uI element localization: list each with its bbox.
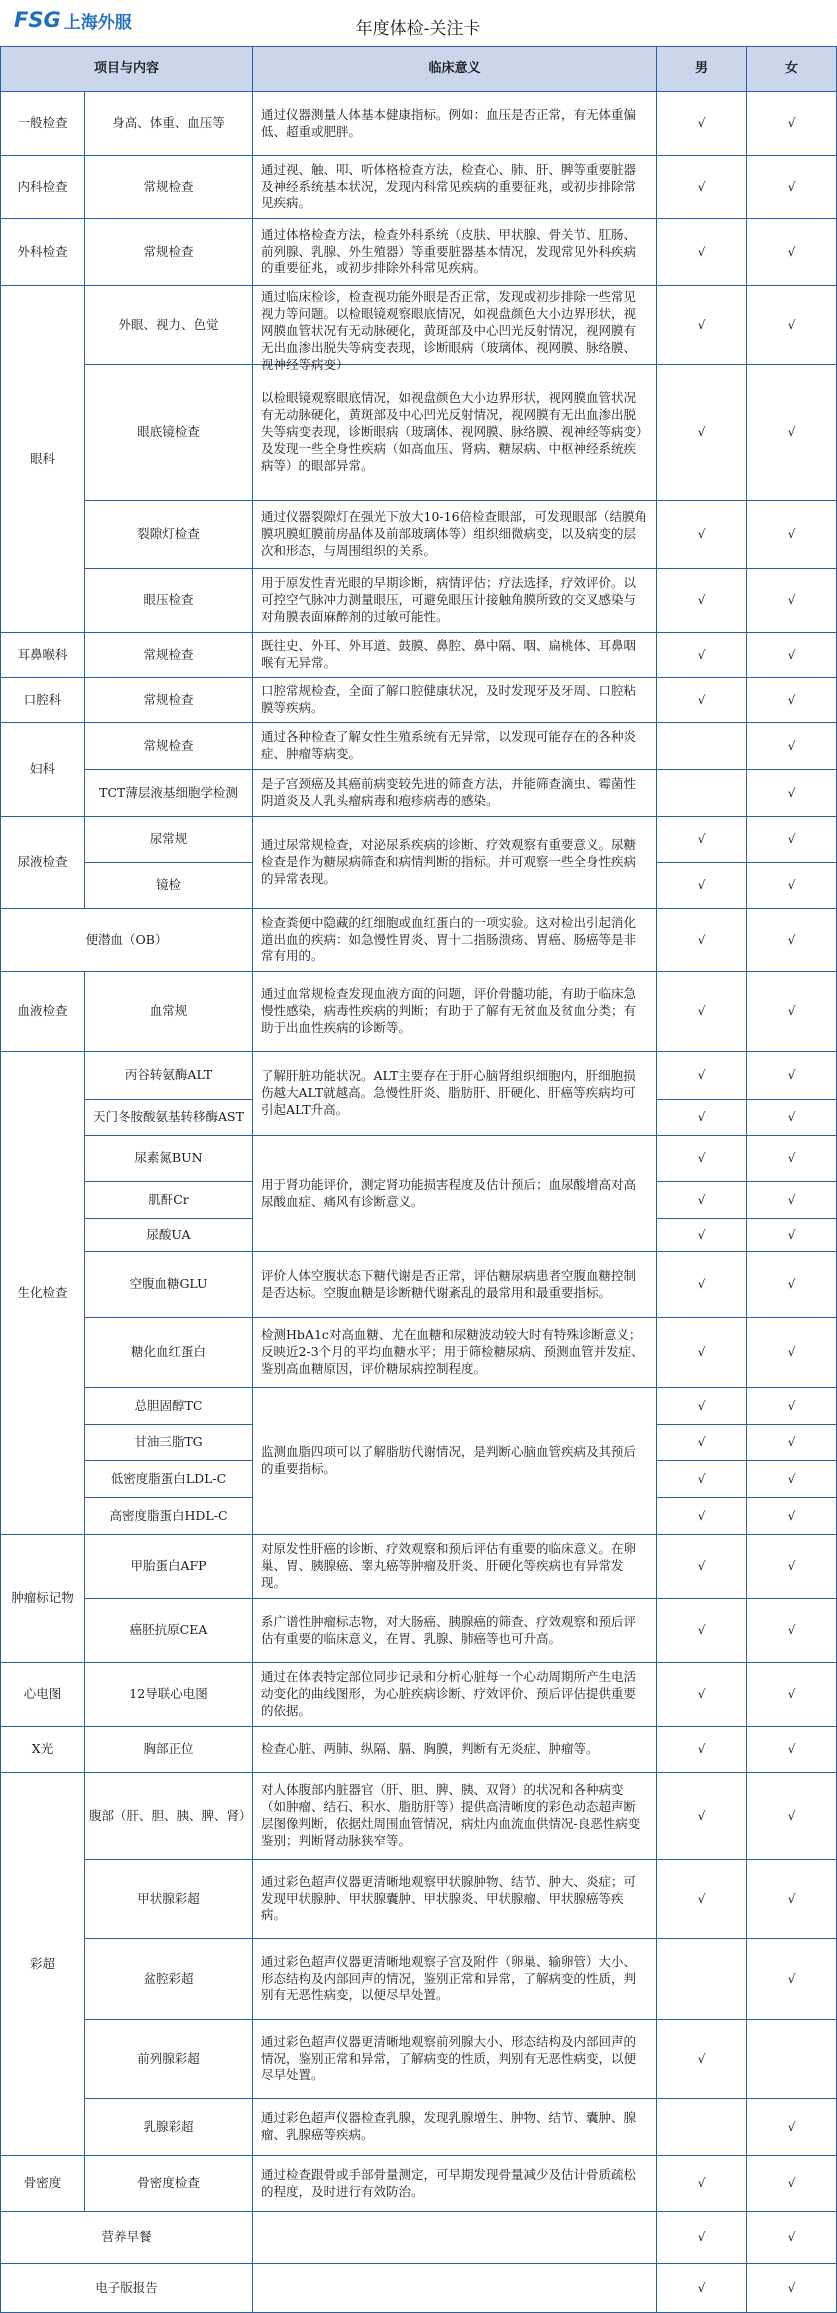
male-check: √ [657, 678, 747, 723]
item-cell: 常规检查 [85, 723, 253, 770]
male-check: √ [657, 1252, 747, 1318]
male-check: √ [657, 2156, 747, 2212]
meaning-cell: 通过各种检查了解女性生殖系统有无异常，以发现可能存在的各种炎症、肿瘤等病变。 [253, 723, 657, 770]
female-check: √ [747, 1773, 837, 1860]
female-check: √ [747, 1182, 837, 1219]
category-cell: 彩超 [1, 1773, 85, 2156]
item-cell: 肌酐Cr [85, 1182, 253, 1219]
table-row [1, 770, 837, 817]
item-cell: 癌胚抗原CEA [85, 1599, 253, 1663]
female-check: √ [747, 1425, 837, 1461]
category-cell: 眼科 [1, 286, 85, 633]
male-check: √ [657, 1182, 747, 1219]
item-cell: 骨密度检查 [85, 2156, 253, 2212]
meaning-cell: 既往史、外耳、外耳道、鼓膜、鼻腔、鼻中隔、咽、扁桃体、耳鼻咽喉有无异常。 [253, 633, 657, 678]
meaning-cell: 对人体腹部内脏器官（肝、胆、脾、胰、双肾）的状况和各种病变（如肿瘤、结石、积水、脂肪肝等）提供高清晰度的彩色动态超声断层图像判断，依据灶周围血管情况，病灶内血流血供情况-良恶性病变鉴别；判断肾动脉狭窄等。 [253, 1773, 657, 1860]
table-row [1, 365, 837, 501]
female-check: √ [747, 1860, 837, 1939]
meaning-cell: 通过检查跟骨或手部骨量测定，可早期发现骨量减少及估计骨质疏松的程度，及时进行有效防治。 [253, 2156, 657, 2212]
female-check: √ [747, 219, 837, 286]
table-row [1, 219, 837, 286]
table-row [1, 1318, 837, 1388]
item-cell: 便潜血（OB） [1, 909, 253, 972]
item-cell: 营养早餐 [1, 2212, 253, 2264]
male-check: √ [657, 1052, 747, 1100]
item-cell: 甲胎蛋白AFP [85, 1535, 253, 1599]
item-cell: 甘油三脂TG [85, 1425, 253, 1461]
male-check: √ [657, 1388, 747, 1425]
female-check: √ [747, 92, 837, 156]
table-row [1, 1136, 837, 1182]
table-row [1, 92, 837, 156]
female-check: √ [747, 863, 837, 909]
female-check: √ [747, 972, 837, 1052]
table-header-row [1, 47, 837, 92]
female-check: √ [747, 1052, 837, 1100]
female-check: √ [747, 909, 837, 972]
table-row [1, 1599, 837, 1663]
male-check: √ [657, 1663, 747, 1727]
male-check: √ [657, 972, 747, 1052]
female-check: √ [747, 723, 837, 770]
category-cell: 耳鼻喉科 [1, 633, 85, 678]
category-cell: 一般检查 [1, 92, 85, 156]
female-check: √ [747, 1100, 837, 1136]
logo-latin: FSG [14, 8, 61, 32]
table-row [1, 633, 837, 678]
meaning-cell: 通过尿常规检查，对泌尿系疾病的诊断、疗效观察有重要意义。尿糖检查是作为糖尿病筛查和病情判断的指标。并可观察一些全身性疾病的异常表现。 [253, 817, 657, 909]
col-header-item: 项目与内容 [1, 47, 253, 92]
male-check: √ [657, 1860, 747, 1939]
male-check: √ [657, 501, 747, 569]
item-cell: 常规检查 [85, 156, 253, 219]
category-cell: 血液检查 [1, 972, 85, 1052]
item-cell: 甲状腺彩超 [85, 1860, 253, 1939]
male-check: √ [657, 909, 747, 972]
item-cell: 丙谷转氨酶ALT [85, 1052, 253, 1100]
item-cell: 外眼、视力、色觉 [85, 286, 253, 365]
male-check: √ [657, 1535, 747, 1599]
meaning-cell: 通过体格检查方法，检查外科系统（皮肤、甲状腺、骨关节、肛肠、前列腺、乳腺、外生殖器）等重要脏器基本情况，发现常见外科疾病的重要征兆，或初步排除外科常见疾病。 [253, 219, 657, 286]
item-cell: 眼底镜检查 [85, 365, 253, 501]
female-check: √ [747, 1219, 837, 1252]
female-check: √ [747, 678, 837, 723]
male-check: √ [657, 569, 747, 633]
male-check: √ [657, 2264, 747, 2313]
category-cell: X光 [1, 1727, 85, 1773]
female-check: √ [747, 1498, 837, 1535]
male-check: √ [657, 1425, 747, 1461]
item-cell: 空腹血糖GLU [85, 1252, 253, 1318]
table-row [1, 2264, 837, 2313]
category-cell: 外科检查 [1, 219, 85, 286]
male-check: √ [657, 1461, 747, 1498]
male-check: √ [657, 2212, 747, 2264]
meaning-cell: 系广谱性肿瘤标志物，对大肠癌、胰腺癌的筛查、疗效观察和预后评估有重要的临床意义，在胃、乳腺、肺癌等也可升高。 [253, 1599, 657, 1663]
meaning-cell: 检查心脏、两肺、纵隔、膈、胸膜，判断有无炎症、肿瘤等。 [253, 1727, 657, 1773]
meaning-cell: 通过血常规检查发现血液方面的问题，评价骨髓功能，有助于临床急慢性感染，病毒性疾病的判断；有助于了解有无贫血及贫血分类；有助于出血性疾病的诊断等。 [253, 972, 657, 1052]
table-row [1, 1860, 837, 1939]
item-cell: 乳腺彩超 [85, 2099, 253, 2156]
meaning-cell: 通过彩色超声仪器更清晰地观察前列腺大小、形态结构及内部回声的情况，鉴别正常和异常，了解病变的性质，判别有无恶性病变，以便尽早处置。 [253, 2020, 657, 2099]
female-check: √ [747, 770, 837, 817]
item-cell: 盆腔彩超 [85, 1939, 253, 2020]
male-check: √ [657, 1727, 747, 1773]
female-check: √ [747, 633, 837, 678]
female-check: √ [747, 1461, 837, 1498]
male-check: √ [657, 633, 747, 678]
item-cell: 糖化血红蛋白 [85, 1318, 253, 1388]
meaning-cell: 通过彩色超声仪器检查乳腺，发现乳腺增生、肿物、结节、囊肿、腺瘤、乳腺癌等疾病。 [253, 2099, 657, 2156]
item-cell: 电子版报告 [1, 2264, 253, 2313]
logo-cn: 上海外服 [63, 12, 132, 33]
female-check: √ [747, 1727, 837, 1773]
category-cell: 肿瘤标记物 [1, 1535, 85, 1663]
category-cell: 口腔科 [1, 678, 85, 723]
male-check [657, 723, 747, 770]
female-check: √ [747, 156, 837, 219]
male-check: √ [657, 817, 747, 863]
female-check: √ [747, 2264, 837, 2313]
col-header-female: 女 [747, 47, 837, 92]
meaning-cell: 通过在体表特定部位同步记录和分析心脏每一个心动周期所产生电活动变化的曲线图形，为心脏疾病诊断、疗效评价、预后评估提供重要的依据。 [253, 1663, 657, 1727]
female-check: √ [747, 1388, 837, 1425]
item-cell: 常规检查 [85, 219, 253, 286]
meaning-cell [253, 2212, 657, 2264]
table-row [1, 817, 837, 863]
meaning-cell: 以检眼镜观察眼底情况，如视盘颜色大小边界形状，视网膜血管状况有无动脉硬化，黄斑部及中心凹光反射情况，视网膜有无出血渗出脱失等病变表现，诊断眼病（玻璃体、视网膜、脉络膜、视神经等病变）及发现一些全身性疾病（如高血压、肾病、糖尿病、中枢神经系统疾病等）的眼部异常。 [253, 365, 657, 501]
meaning-text: 通过临床检诊，检查视功能外眼是否正常，发现或初步排除一些常见视力等问题。以检眼镜观察眼底情况，如视盘颜色大小边界形状，视网膜血管状况有无动脉硬化，黄斑部及中心凹光反射情况，视网膜有无出血渗出脱失等病变表现，诊断眼病（玻璃体、视网膜、脉络膜、视神经等病变） [261, 289, 637, 372]
meaning-cell [253, 286, 657, 372]
item-cell: 眼压检查 [85, 569, 253, 633]
female-check: √ [747, 1535, 837, 1599]
male-check: √ [657, 863, 747, 909]
meaning-cell: 口腔常规检查，全面了解口腔健康状况，及时发现牙及牙周、口腔粘膜等疾病。 [253, 678, 657, 723]
male-check: √ [657, 1773, 747, 1860]
male-check: √ [657, 92, 747, 156]
female-check: √ [747, 1252, 837, 1318]
category-cell: 内科检查 [1, 156, 85, 219]
table-row [1, 1388, 837, 1425]
male-check: √ [657, 219, 747, 286]
item-cell: 12导联心电图 [85, 1663, 253, 1727]
female-check: √ [747, 2099, 837, 2156]
category-cell: 心电图 [1, 1663, 85, 1727]
female-check: √ [747, 2156, 837, 2212]
item-cell: 低密度脂蛋白LDL-C [85, 1461, 253, 1498]
table-row [1, 569, 837, 633]
female-check: √ [747, 1939, 837, 2020]
male-check: √ [657, 1100, 747, 1136]
meaning-cell [253, 2264, 657, 2313]
male-check: √ [657, 156, 747, 219]
table-row [1, 1773, 837, 1860]
meaning-cell: 通过彩色超声仪器更清晰地观察甲状腺肿物、结节、肿大、炎症；可发现甲状腺肿、甲状腺囊肿、甲状腺炎、甲状腺瘤、甲状腺癌等疾病。 [253, 1860, 657, 1939]
meaning-cell: 了解肝脏功能状况。ALT主要存在于肝心脑肾组织细胞内，肝细胞损伤越大ALT就越高。急慢性肝炎、脂肪肝、肝硬化、肝癌等疾病均可引起ALT升高。 [253, 1052, 657, 1136]
female-check: √ [747, 2212, 837, 2264]
item-cell: 腹部（肝、胆、胰、脾、肾） [85, 1773, 253, 1860]
table-row [1, 678, 837, 723]
male-check [657, 1939, 747, 2020]
item-cell: 前列腺彩超 [85, 2020, 253, 2099]
male-check: √ [657, 1219, 747, 1252]
item-cell: TCT薄层液基细胞学检测 [85, 770, 253, 817]
document-title: 年度体检-关注卡 [355, 19, 481, 39]
meaning-cell: 通过彩色超声仪器更清晰地观察子宫及附件（卵巢、输卵管）大小、形态结构及内部回声的情况，鉴别正常和异常，了解病变的性质，判别有无恶性病变，以便尽早处置。 [253, 1939, 657, 2020]
item-cell: 高密度脂蛋白HDL-C [85, 1498, 253, 1535]
table-row [1, 1939, 837, 2020]
male-check: √ [657, 1498, 747, 1535]
table-row [1, 1252, 837, 1318]
table-row [1, 723, 837, 770]
female-check: √ [747, 1136, 837, 1182]
item-cell: 身高、体重、血压等 [85, 92, 253, 156]
table-row [1, 2212, 837, 2264]
female-check: √ [747, 569, 837, 633]
table-row [1, 156, 837, 219]
item-cell: 尿素氮BUN [85, 1136, 253, 1182]
male-check: √ [657, 1136, 747, 1182]
table-row [1, 2020, 837, 2099]
col-header-male: 男 [657, 47, 747, 92]
male-check [657, 770, 747, 817]
table-row [1, 286, 837, 365]
table-row [1, 972, 837, 1052]
category-cell: 骨密度 [1, 2156, 85, 2212]
table-row [1, 1052, 837, 1100]
meaning-cell: 通过视、触、叩、听体格检查方法，检查心、肺、肝、脾等重要脏器及神经系统基本状况，发现内科常见疾病的重要征兆，或初步排除常见疾病。 [253, 156, 657, 219]
meaning-cell: 评价人体空腹状态下糖代谢是否正常，评估糖尿病患者空腹血糖控制是否达标。空腹血糖是诊断糖代谢紊乱的最常用和最重要指标。 [253, 1252, 657, 1318]
item-cell: 尿酸UA [85, 1219, 253, 1252]
item-cell: 血常规 [85, 972, 253, 1052]
female-check: √ [747, 286, 837, 365]
meaning-cell: 检测HbA1c对高血糖、尤在血糖和尿糖波动较大时有特殊诊断意义；反映近2-3个月的平均血糖水平；用于筛检糖尿病、预测血管并发症、鉴别高血糖原因，评价糖尿病控制程度。 [253, 1318, 657, 1388]
male-check [657, 2099, 747, 2156]
item-cell: 天门冬胺酸氨基转移酶AST [85, 1100, 253, 1136]
male-check: √ [657, 365, 747, 501]
item-cell: 总胆固醇TC [85, 1388, 253, 1425]
item-cell: 镜检 [85, 863, 253, 909]
item-cell: 常规检查 [85, 633, 253, 678]
table-row [1, 1727, 837, 1773]
table-row [1, 909, 837, 972]
item-cell: 尿常规 [85, 817, 253, 863]
female-check: √ [747, 365, 837, 501]
meaning-cell: 通过仪器裂隙灯在强光下放大10-16倍检查眼部，可发现眼部（结膜角膜巩膜虹膜前房晶体及前部玻璃体等）组织细微病变，以及病变的层次和形态，与周围组织的关系。 [253, 501, 657, 569]
meaning-cell: 用于肾功能评价，测定肾功能损害程度及估计预后；血尿酸增高对高尿酸血症、痛风有诊断意义。 [253, 1136, 657, 1252]
female-check: √ [747, 1663, 837, 1727]
table-row [1, 1663, 837, 1727]
female-check: √ [747, 501, 837, 569]
col-header-meaning: 临床意义 [253, 47, 657, 92]
female-check: √ [747, 1599, 837, 1663]
male-check: √ [657, 1599, 747, 1663]
table-row [1, 1535, 837, 1599]
meaning-cell: 监测血脂四项可以了解脂肪代谢情况，是判断心脑血管疾病及其预后的重要指标。 [253, 1388, 657, 1535]
meaning-cell: 用于原发性青光眼的早期诊断，病情评估；疗法选择，疗效评价。以可控空气脉冲力测量眼压，可避免眼压计接触角膜所致的交叉感染与对角膜表面麻醉剂的过敏可能性。 [253, 569, 657, 633]
female-check [747, 2020, 837, 2099]
item-cell: 常规检查 [85, 678, 253, 723]
female-check: √ [747, 1318, 837, 1388]
category-cell: 生化检查 [1, 1052, 85, 1535]
item-cell: 裂隙灯检查 [85, 501, 253, 569]
meaning-cell: 对原发性肝癌的诊断、疗效观察和预后评估有重要的临床意义。在卵巢、胃、胰腺癌、睾丸癌等肿瘤及肝炎、肝硬化等疾病也有异常发现。 [253, 1535, 657, 1599]
category-cell: 尿液检查 [1, 817, 85, 909]
meaning-cell: 检查粪便中隐藏的红细胞或血红蛋白的一项实验。这对检出引起消化道出血的疾病：如急慢性胃炎、胃十二指肠溃疡、胃癌、肠癌等是非常有用的。 [253, 909, 657, 972]
male-check: √ [657, 1318, 747, 1388]
table-row [1, 2156, 837, 2212]
meaning-cell: 通过仪器测量人体基本健康指标。例如：血压是否正常，有无体重偏低、超重或肥胖。 [253, 92, 657, 156]
checkup-table [0, 46, 837, 2313]
category-cell: 妇科 [1, 723, 85, 817]
item-cell: 胸部正位 [85, 1727, 253, 1773]
female-check: √ [747, 817, 837, 863]
meaning-cell: 是子宫颈癌及其癌前病变较先进的筛查方法，并能筛查滴虫、霉菌性阴道炎及人乳头瘤病毒和疱疹病毒的感染。 [253, 770, 657, 817]
table-row [1, 2099, 837, 2156]
male-check: √ [657, 2020, 747, 2099]
table-row [1, 501, 837, 569]
male-check: √ [657, 286, 747, 365]
header-bar [0, 0, 836, 44]
